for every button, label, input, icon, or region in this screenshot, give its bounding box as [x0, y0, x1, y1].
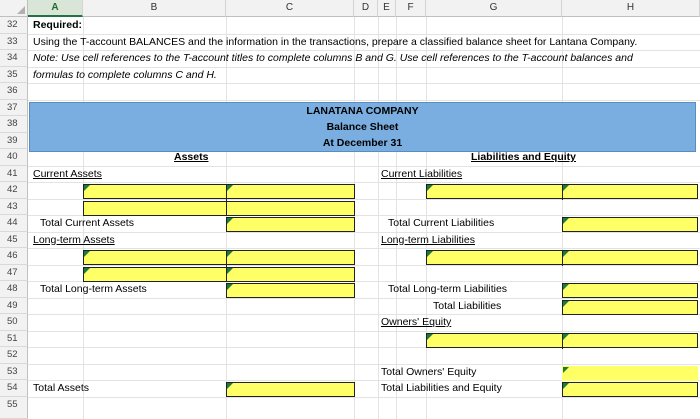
- current-asset-amount-flag[interactable]: [226, 184, 355, 199]
- instruction-line-1: Using the T-account BALANCES and the information in the transactions, prepare a classified balance sheet for Lantana Company.: [33, 35, 638, 48]
- total-current-liabilities-input[interactable]: [562, 217, 698, 232]
- row-header-44[interactable]: 44: [0, 215, 28, 232]
- total-long-term-liabilities-label: Total Long-term Liabilities: [388, 283, 508, 295]
- balance-sheet-banner: [29, 102, 696, 152]
- total-current-liabilities-label: Total Current Liabilities: [388, 217, 495, 229]
- row-header-33[interactable]: 33: [0, 34, 28, 51]
- owners-equity-amount-flag[interactable]: [562, 333, 698, 348]
- required-heading: Required:: [33, 19, 83, 31]
- total-current-assets-label: Total Current Assets: [40, 217, 134, 229]
- row-header-32[interactable]: 32: [0, 17, 28, 34]
- total-liabilities-label: Total Liabilities: [433, 299, 502, 312]
- row-header-43[interactable]: 43: [0, 199, 28, 216]
- row-header-52[interactable]: 52: [0, 347, 28, 364]
- current-liabilities-label: Current Liabilities: [381, 167, 463, 180]
- total-long-term-assets-input[interactable]: [226, 283, 355, 298]
- long-term-asset-amount-flag[interactable]: [226, 267, 355, 282]
- row-header-45[interactable]: 45: [0, 232, 28, 249]
- column-header-f[interactable]: F: [396, 0, 426, 17]
- long-term-liability-amount-flag[interactable]: [562, 250, 698, 265]
- row-header-34[interactable]: 34: [0, 50, 28, 67]
- total-liabilities-equity-label: Total Liabilities and Equity: [381, 382, 502, 394]
- select-all-corner[interactable]: [0, 0, 28, 17]
- total-owners-equity-label: Total Owners' Equity: [381, 365, 477, 378]
- row-header-36[interactable]: 36: [0, 83, 28, 100]
- column-header-h[interactable]: H: [562, 0, 700, 17]
- row-header-40[interactable]: 40: [0, 149, 28, 166]
- column-header-d[interactable]: D: [354, 0, 378, 17]
- gridline: [28, 364, 700, 365]
- row-header-48[interactable]: 48: [0, 281, 28, 298]
- total-assets-label: Total Assets: [33, 382, 90, 394]
- total-long-term-liabilities-input[interactable]: [562, 283, 698, 298]
- assets-header: Assets: [174, 151, 209, 163]
- instruction-note-line-2: Note: Use cell references to the T-account titles to complete columns B and G. Use cell references to the T-account balances and: [33, 52, 633, 64]
- long-term-liabilities-label: Long-term Liabilities: [381, 233, 475, 246]
- current-assets-label: Current Assets: [33, 167, 102, 180]
- column-header-b[interactable]: B: [83, 0, 226, 17]
- row-header-49[interactable]: 49: [0, 298, 28, 315]
- row-header-54[interactable]: 54: [0, 380, 28, 397]
- row-header-37[interactable]: 37: [0, 100, 28, 117]
- row-header-42[interactable]: 42: [0, 182, 28, 199]
- column-header-a[interactable]: A: [28, 0, 83, 17]
- liabilities-equity-header: Liabilities and Equity: [471, 151, 577, 163]
- row-header-38[interactable]: 38: [0, 116, 28, 133]
- row-header-50[interactable]: 50: [0, 314, 28, 331]
- gridline: [28, 331, 700, 332]
- total-assets-input[interactable]: [226, 382, 355, 397]
- column-header-e[interactable]: E: [378, 0, 396, 17]
- column-header-c[interactable]: C: [226, 0, 354, 17]
- row-header-39[interactable]: 39: [0, 133, 28, 150]
- total-liabilities-equity-input[interactable]: [562, 382, 698, 397]
- current-liability-amount-flag[interactable]: [562, 184, 698, 199]
- current-asset-row-43-input[interactable]: [83, 201, 355, 216]
- row-header-55[interactable]: 55: [0, 397, 28, 419]
- column-header-g[interactable]: G: [426, 0, 562, 17]
- gridline: [28, 248, 700, 249]
- gridline: [28, 83, 700, 84]
- total-current-assets-input[interactable]: [226, 217, 355, 232]
- row-header-35[interactable]: 35: [0, 67, 28, 84]
- gridline: [28, 182, 700, 183]
- statement-title: Balance Sheet: [326, 121, 399, 133]
- row-header-51[interactable]: 51: [0, 331, 28, 348]
- row-header-53[interactable]: 53: [0, 364, 28, 381]
- gridline: [28, 100, 700, 101]
- total-liabilities-input[interactable]: [562, 300, 698, 315]
- gridline: [28, 166, 700, 167]
- row-header-46[interactable]: 46: [0, 248, 28, 265]
- gridline: [378, 17, 379, 419]
- total-owners-equity-input[interactable]: [562, 366, 698, 381]
- long-term-assets-label: Long-term Assets: [33, 233, 115, 246]
- long-term-asset-amount-flag[interactable]: [226, 250, 355, 265]
- company-name: LANATANA COMPANY: [306, 105, 419, 117]
- instruction-note-line-3: formulas to complete columns C and H.: [33, 68, 217, 81]
- row-header-41[interactable]: 41: [0, 166, 28, 183]
- statement-date: At December 31: [322, 137, 403, 149]
- row-header-47[interactable]: 47: [0, 265, 28, 282]
- owners-equity-label: Owners' Equity: [381, 316, 452, 328]
- total-long-term-assets-label: Total Long-term Assets: [40, 283, 147, 295]
